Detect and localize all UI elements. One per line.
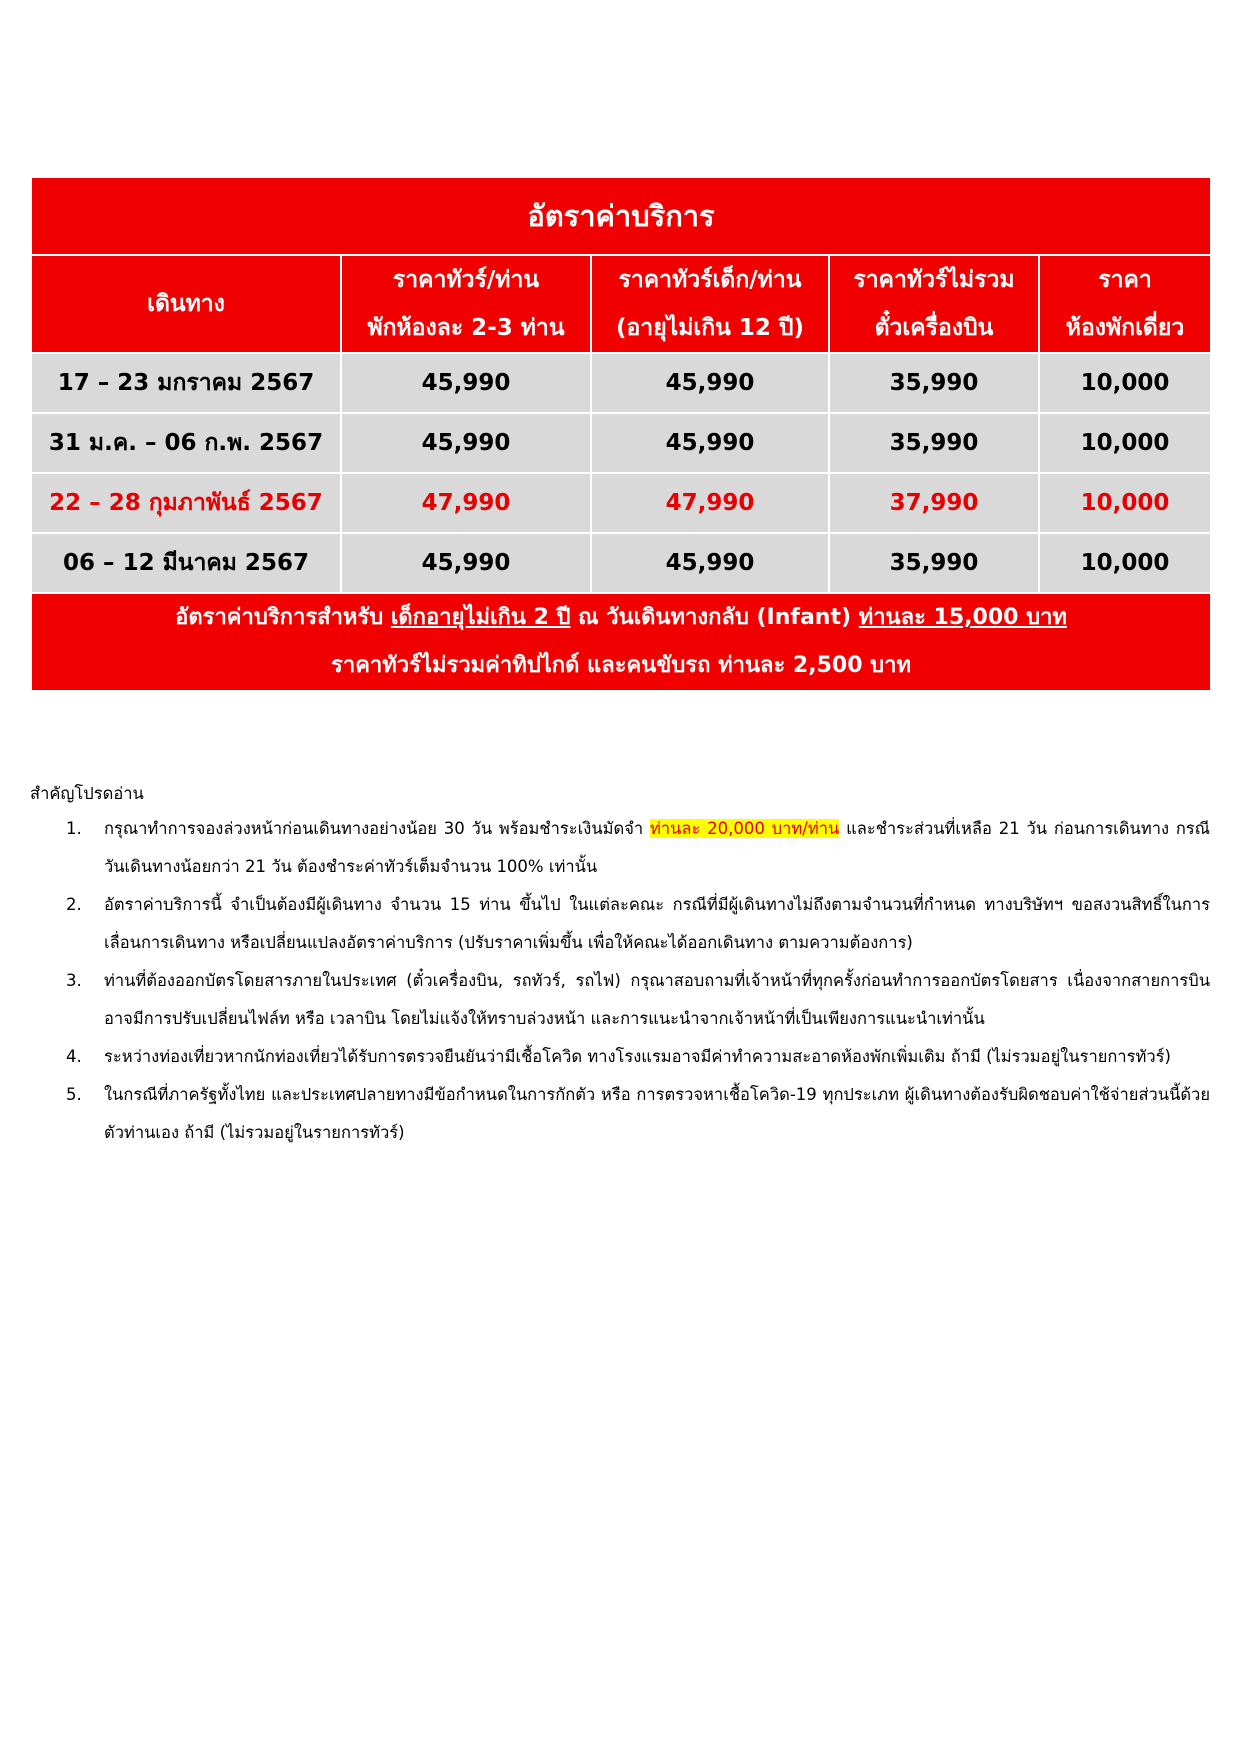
table-header-row xyxy=(31,255,1211,353)
important-notes xyxy=(30,778,1210,1152)
header-no-flight-price xyxy=(829,255,1039,353)
adult-price-cell: 45,990 xyxy=(341,353,591,413)
no-flight-price-cell: 35,990 xyxy=(829,353,1039,413)
tip-note-text: ราคาทัวร์ไม่รวมค่าทิปไกด์ และคนขับรถ ท่านละ 2,500 บาท xyxy=(331,653,912,678)
adult-price-cell: 45,990 xyxy=(341,413,591,473)
note-item xyxy=(30,962,1210,1038)
table-footer xyxy=(31,593,1211,691)
date-cell: 17 – 23 มกราคม 2567 xyxy=(31,353,341,413)
note-number: 2. xyxy=(66,895,82,914)
table-row xyxy=(31,473,1211,533)
table-row xyxy=(31,413,1211,473)
no-flight-price-cell: 35,990 xyxy=(829,533,1039,593)
adult-price-cell: 45,990 xyxy=(341,533,591,593)
note-item xyxy=(30,1076,1210,1152)
header-line: ตั๋วเครื่องบิน xyxy=(874,315,994,341)
header-adult-price xyxy=(341,255,591,353)
note-number: 1. xyxy=(66,819,82,838)
child-price-cell: 45,990 xyxy=(591,353,829,413)
note-number: 5. xyxy=(66,1085,82,1104)
child-price-cell: 45,990 xyxy=(591,413,829,473)
note-item xyxy=(30,886,1210,962)
note-number: 3. xyxy=(66,971,82,990)
header-line: ราคาทัวร์/ท่าน xyxy=(392,267,540,293)
infant-age-text: เด็กอายุไม่เกิน 2 ปี xyxy=(390,605,571,630)
single-room-cell: 10,000 xyxy=(1039,533,1211,593)
child-price-cell: 45,990 xyxy=(591,533,829,593)
note-text-part: กรุณาทำการจองล่วงหน้าก่อนเดินทางอย่างน้อย 30 วัน พร้อมชำระเงินมัดจำ xyxy=(104,819,650,838)
date-cell: 06 – 12 มีนาคม 2567 xyxy=(31,533,341,593)
date-cell: 22 – 28 กุมภาพันธ์ 2567 xyxy=(31,473,341,533)
infant-price-text: ท่านละ 15,000 บาท xyxy=(858,605,1067,630)
note-item xyxy=(30,1038,1210,1076)
infant-rate-text: อัตราค่าบริการสำหรับ xyxy=(175,605,391,630)
header-line: ราคาทัวร์ไม่รวม xyxy=(853,267,1015,293)
header-line: เดินทาง xyxy=(147,291,225,317)
header-child-price xyxy=(591,255,829,353)
no-flight-price-cell: 35,990 xyxy=(829,413,1039,473)
header-line: พักห้องละ 2-3 ท่าน xyxy=(367,315,565,341)
header-line: ห้องพักเดี่ยว xyxy=(1065,315,1185,341)
table-row xyxy=(31,533,1211,593)
table-row xyxy=(31,353,1211,413)
no-flight-price-cell: 37,990 xyxy=(829,473,1039,533)
header-line: ราคาทัวร์เด็ก/ท่าน xyxy=(618,267,802,293)
note-text: ในกรณีที่ภาครัฐทั้งไทย และประเทศปลายทางมีข้อกำหนดในการกักตัว หรือ การตรวจหาเชื้อโควิด-19 ทุกประเภท ผู้เดินทางต้องรับผิดชอบค่าใช้จ่ายส่วนนี้ด้วยตัวท่านเอง ถ้ามี (ไม่รวมอยู่ในรายการทัวร์) xyxy=(104,1085,1210,1142)
single-room-cell: 10,000 xyxy=(1039,413,1211,473)
child-price-cell: 47,990 xyxy=(591,473,829,533)
note-text: อัตราค่าบริการนี้ จำเป็นต้องมีผู้เดินทาง จำนวน 15 ท่าน ขึ้นไป ในแต่ละคณะ กรณีที่มีผู้เดินทางไม่ถึงตามจำนวนที่กำหนด ทางบริษัทฯ ขอสงวนสิทธิ์ในการเลื่อนการเดินทาง หรือเปลี่ยนแปลงอัตราค่าบริการ (ปรับราคาเพิ่มขึ้น เพื่อให้คณะได้ออกเดินทาง ตามความต้องการ) xyxy=(104,895,1210,952)
deposit-highlight: ท่านละ 20,000 บาท/ท่าน xyxy=(649,819,840,838)
header-line: ราคา xyxy=(1098,267,1152,293)
notes-heading: สำคัญโปรดอ่าน xyxy=(30,784,144,803)
header-line: (อายุไม่เกิน 12 ปี) xyxy=(615,315,805,341)
note-item xyxy=(30,810,1210,886)
note-number: 4. xyxy=(66,1047,82,1066)
date-cell: 31 ม.ค. – 06 ก.พ. 2567 xyxy=(31,413,341,473)
infant-return-text: ณ วันเดินทางกลับ (Infant) xyxy=(570,605,859,630)
table-title: อัตราค่าบริการ xyxy=(31,177,1211,255)
adult-price-cell: 47,990 xyxy=(341,473,591,533)
header-travel-date xyxy=(31,255,341,353)
note-text-part: และชำระส่วนที่เหลือ 21 วัน ก่อนการเดินทาง กรณีวันเดินทางน้อยกว่า 21 วัน ต้องชำระค่าทัวร์เต็มจำนวน 100% เท่านั้น xyxy=(104,819,1210,876)
note-text: ระหว่างท่องเที่ยวหากนักท่องเที่ยวได้รับการตรวจยืนยันว่ามีเชื้อโควิด ทางโรงแรมอาจมีค่าทำความสะอาดห้องพักเพิ่มเติม ถ้ามี (ไม่รวมอยู่ในรายการทัวร์) xyxy=(104,1047,1171,1066)
single-room-cell: 10,000 xyxy=(1039,473,1211,533)
header-single-room xyxy=(1039,255,1211,353)
note-text xyxy=(104,810,1210,886)
single-room-cell: 10,000 xyxy=(1039,353,1211,413)
price-table xyxy=(30,176,1212,692)
note-text: ท่านที่ต้องออกบัตรโดยสารภายในประเทศ (ตั๋วเครื่องบิน, รถทัวร์, รถไฟ) กรุณาสอบถามที่เจ้าหน้าที่ทุกครั้งก่อนทำการออกบัตรโดยสาร เนื่องจากสายการบินอาจมีการปรับเปลี่ยนไฟล์ท หรือ เวลาบิน โดยไม่แจ้งให้ทราบล่วงหน้า และการแนะนำจากเจ้าหน้าที่เป็นเพียงการแนะนำเท่านั้น xyxy=(104,971,1210,1028)
